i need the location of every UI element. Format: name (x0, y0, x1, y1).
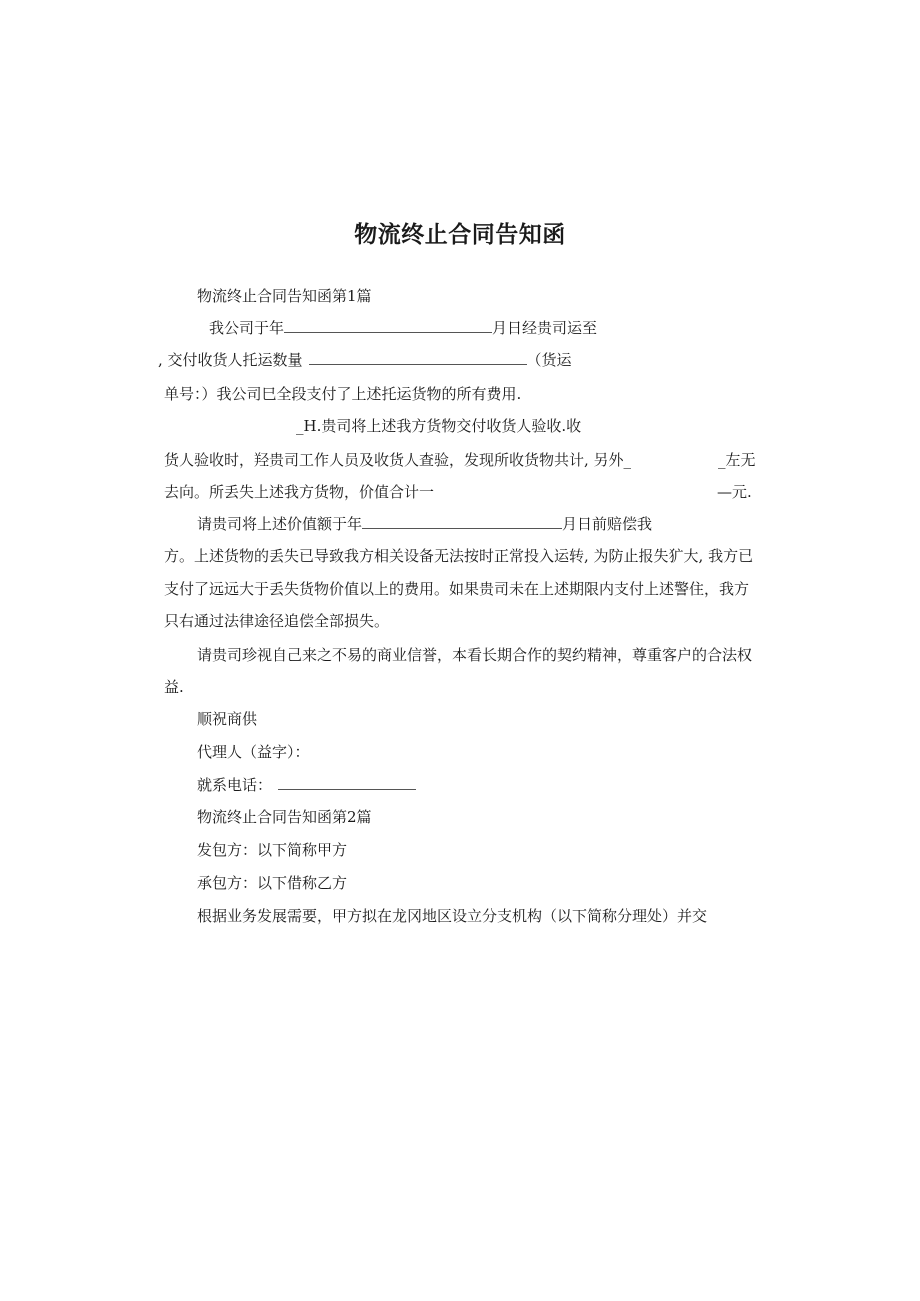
p1-text-c: , 交付收货人托运数量 (158, 351, 303, 369)
p2-line-2-end: _左无 (718, 451, 756, 469)
p1-text-a: 我公司于年 (209, 319, 285, 337)
section-2-body-line: 根据业务发展需要，甲方拟在龙冈地区设立分支机构（以下简称分理处）并交 (197, 907, 708, 925)
p2-line-2: 货人验收时，羟贵司工作人员及收货人查验，发现所收货物共计, 另外_ (164, 451, 632, 469)
party-b-line: 承包方：以下借称乙方 (197, 874, 348, 892)
closing-line: 顺祝商供 (197, 710, 258, 728)
section-2-heading: 物流终止合同告知函第2篇 (197, 808, 372, 826)
deadline-blank (362, 514, 562, 529)
party-a-line: 发包方：以下简称甲方 (197, 841, 348, 859)
p1-line-3: 单号：）我公司巳全段支付了上述托运货物的所有费用. (164, 385, 522, 403)
agent-signature-line: 代理人（益字）： (197, 743, 310, 761)
contact-phone-line (197, 775, 416, 795)
p3-line-1 (197, 514, 652, 534)
p1-line-2 (158, 350, 572, 370)
date-blank (284, 318, 492, 333)
quantity-blank (309, 350, 527, 365)
p3-text-b: 月日前赔偿我 (562, 515, 653, 533)
p3-line-3: 支付了远远大于丢失货物价值以上的费用。如果贵司未在上述期限内支付上述警住，我方 (164, 580, 750, 598)
phone-label: 就系电话： (197, 776, 273, 794)
section-1-heading: 物流终止合同告知函第1篇 (197, 287, 372, 305)
p2-line-1: _H.贵司将上述我方货物交付收货人验收.收 (296, 417, 582, 435)
phone-blank (278, 775, 416, 790)
p3-line-4: 只右通过法律途径追偿全部损失。 (164, 612, 390, 630)
p1-text-d: （货运 (526, 351, 572, 369)
p1-line-1 (209, 318, 597, 338)
p2-line-3-end: —元. (717, 483, 752, 501)
p3-text-a: 请贵司将上述价值额于年 (197, 515, 363, 533)
p3-line-2: 方。上述货物的丢失已导致我方相关设备无法按时正常投入运转, 为防止报失犷大, 我方已 (164, 547, 754, 565)
p2-line-3: 去向。所丢失上述我方货物，价值合计一 (164, 483, 435, 501)
document-title: 物流终止合同告知函 (354, 222, 566, 248)
p1-text-b: 月日经贵司运至 (492, 319, 598, 337)
p4-line-2: 益. (164, 678, 184, 696)
p4-line-1: 请贵司珍视自己来之不易的商业信誉，本看长期合作的契约精神，尊重客户的合法权 (197, 646, 753, 664)
